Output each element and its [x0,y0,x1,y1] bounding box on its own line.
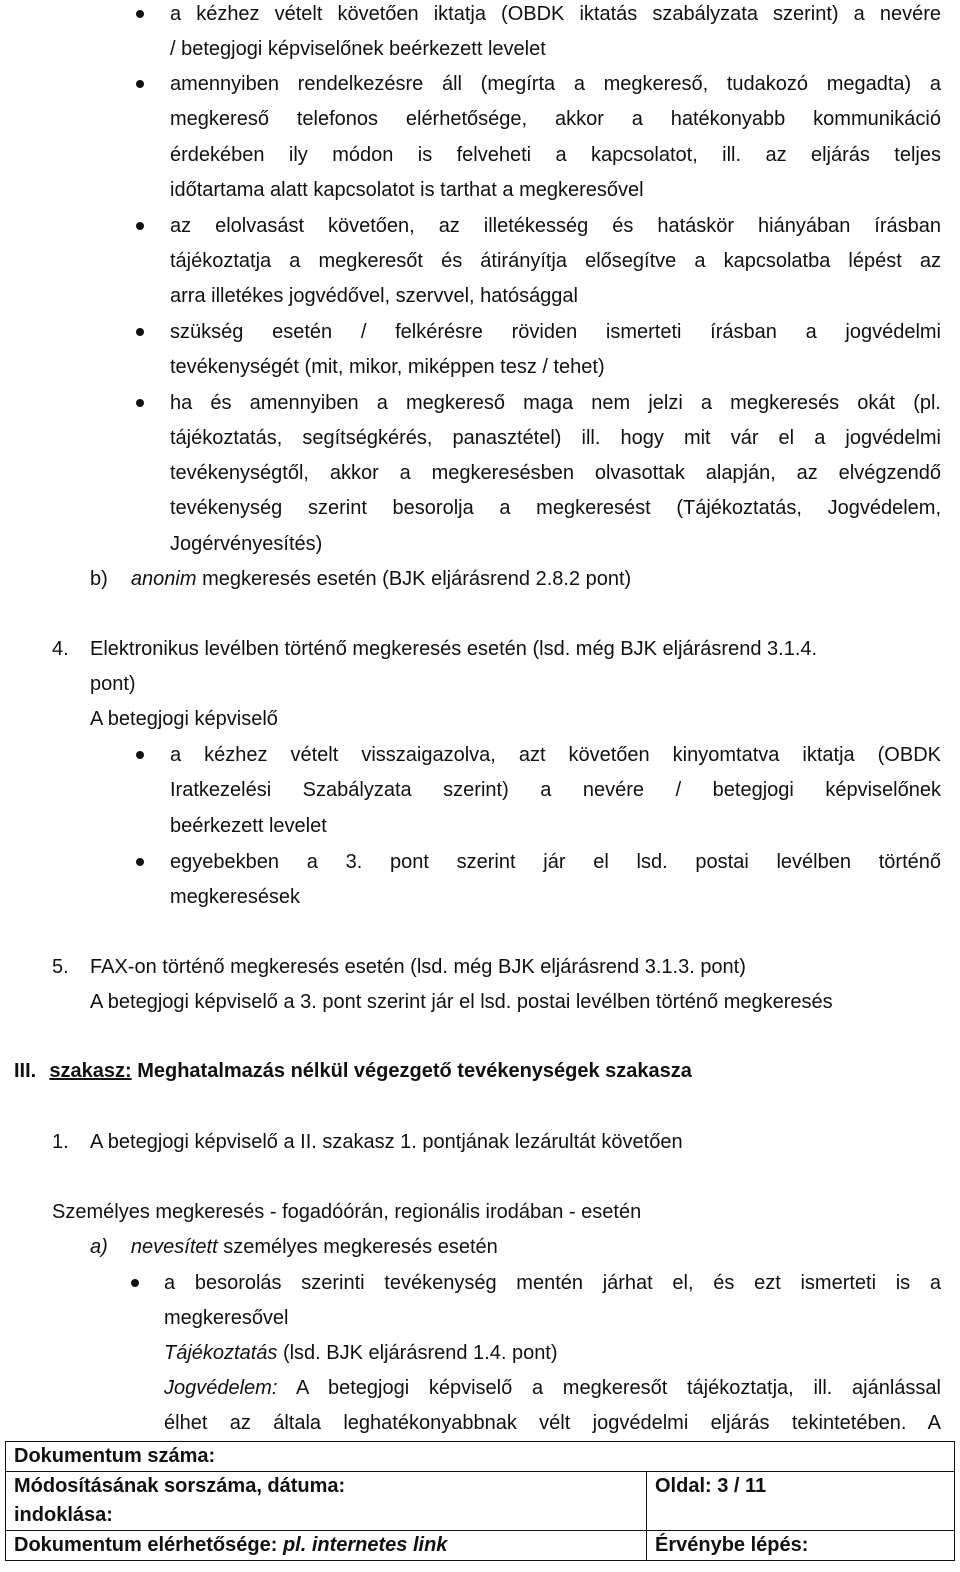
paragraph-line: egyebekben a 3. pont szerint jár el lsd. postai levélben történő [170,851,941,873]
paragraph-line: arra illetékes jogvédővel, szervvel, hatósággal [170,285,578,307]
item-heading: Elektronikus levélben történő megkeresés esetén (lsd. még BJK eljárásrend 3.1.4. [90,638,818,660]
italic-term: Tájékoztatás [164,1342,278,1364]
italic-term: Jogvédelem: [164,1377,278,1399]
item-heading: A betegjogi képviselő a II. szakasz 1. pontjának lezárultát követően [90,1131,683,1153]
paragraph-line: beérkezett levelet [170,815,327,837]
list-marker: b) [90,568,108,590]
paragraph-line: a kézhez vételt követően iktatja (OBDK iktatás szabályzata szerint) a nevére [170,3,941,25]
section-heading [14,1059,692,1083]
paragraph-line: tájékoztatás, segítségkérés, panasztétel) ill. hogy mit vár el a jogvédelmi [170,427,941,449]
paragraph-text: személyes megkeresés esetén [217,1236,498,1258]
paragraph-line: érdekében ily módon is felveheti a kapcsolatot, ill. az eljárás teljes [170,144,941,166]
bullet-marker [136,328,144,336]
availability-value: pl. internetes link [277,1534,448,1556]
modification-cell [6,1472,647,1531]
paragraph-line: időtartama alatt kapcsolatot is tarthat a megkeresővel [170,179,644,201]
paragraph-line: tevékenységét (mit, mikor, miképpen tesz / tehet) [170,356,605,378]
bullet-marker [136,751,144,759]
paragraph-line: amennyiben rendelkezésre áll (megírta a megkereső, tudakozó megadta) a [170,73,941,95]
bullet-marker [136,10,144,18]
paragraph-line: A betegjogi képviselő [90,708,278,730]
paragraph-line: tevékenység szerint besorolja a megkeresést (Tájékoztatás, Jogvédelem, [170,497,941,519]
paragraph-line: Jogérvényesítés) [170,533,323,555]
availability-cell [6,1531,647,1561]
paragraph-line: Személyes megkeresés - fogadóórán, regionális irodában - esetén [52,1201,642,1223]
section-title: Meghatalmazás nélkül végezgető tevékenységek szakasza [131,1060,692,1082]
section-number: III. [14,1060,37,1082]
document-footer-table [5,1441,955,1561]
paragraph-text: megkeresés esetén (BJK eljárásrend 2.8.2 pont) [196,568,632,590]
italic-term: nevesített [130,1236,218,1258]
paragraph-text: (lsd. BJK eljárásrend 1.4. pont) [277,1342,558,1364]
bullet-marker [136,222,144,230]
item-heading: FAX-on történő megkeresés esetén (lsd. még BJK eljárásrend 3.1.3. pont) [90,956,746,978]
bullet-marker [136,399,144,407]
list-number: 5. [52,956,69,978]
effective-date-cell: Érvénybe lépés: [647,1531,955,1561]
paragraph-line: megkeresések [170,886,301,908]
paragraph-line: A betegjogi képviselő a 3. pont szerint jár el lsd. postai levélben történő megkeresés [90,991,833,1013]
sub-item-b [90,567,631,591]
paragraph-text: A betegjogi képviselő a megkeresőt tájékoztatja, ill. ajánlással [277,1377,941,1399]
bullet-marker [136,858,144,866]
paragraph-line: megkereső telefonos elérhetősége, akkor a hatékonyabb kommunikáció [170,108,941,130]
paragraph-line: ha és amennyiben a megkereső maga nem jelzi a megkeresés okát (pl. [170,392,941,414]
paragraph-line: a kézhez vételt visszaigazolva, azt követően kinyomtatva iktatja (OBDK [170,744,941,766]
list-number: 1. [52,1131,69,1153]
availability-label: Dokumentum elérhetősége: [14,1534,278,1556]
item-heading: pont) [90,673,136,695]
page-number-cell: Oldal: 3 / 11 [647,1472,955,1531]
paragraph-line: a besorolás szerinti tevékenység mentén járhat el, és ezt ismerteti is a [164,1272,941,1294]
justification-label: indoklása: [14,1504,113,1526]
doc-number-cell: Dokumentum száma: [6,1442,955,1472]
italic-term: anonim [130,568,197,590]
paragraph-line: megkeresővel [164,1307,289,1329]
paragraph-line [164,1341,558,1365]
paragraph-line: az elolvasást követően, az illetékesség és hatáskör hiányában írásban [170,215,941,237]
list-marker: a) [90,1236,108,1258]
paragraph-line: tájékoztatja a megkeresőt és átirányítja elősegítve a kapcsolatba lépést az [170,250,941,272]
bullet-marker [136,80,144,88]
paragraph-line: / betegjogi képviselőnek beérkezett levelet [170,38,546,60]
section-label: szakasz: [49,1060,132,1082]
bullet-marker [131,1279,139,1287]
paragraph-line [164,1376,941,1400]
sub-item-a [90,1235,498,1259]
paragraph-line: élhet az általa leghatékonyabbnak vélt jogvédelmi eljárás tekintetében. A [164,1412,941,1434]
list-number: 4. [52,638,69,660]
paragraph-line: Iratkezelési Szabályzata szerint) a nevére / betegjogi képviselőnek [170,779,941,801]
paragraph-line: szükség esetén / felkérésre röviden ismerteti írásban a jogvédelmi [170,321,941,343]
paragraph-line: tevékenységtől, akkor a megkeresésben olvasottak alapján, az elvégzendő [170,462,941,484]
modification-label: Módosításának sorszáma, dátuma: [14,1475,346,1497]
